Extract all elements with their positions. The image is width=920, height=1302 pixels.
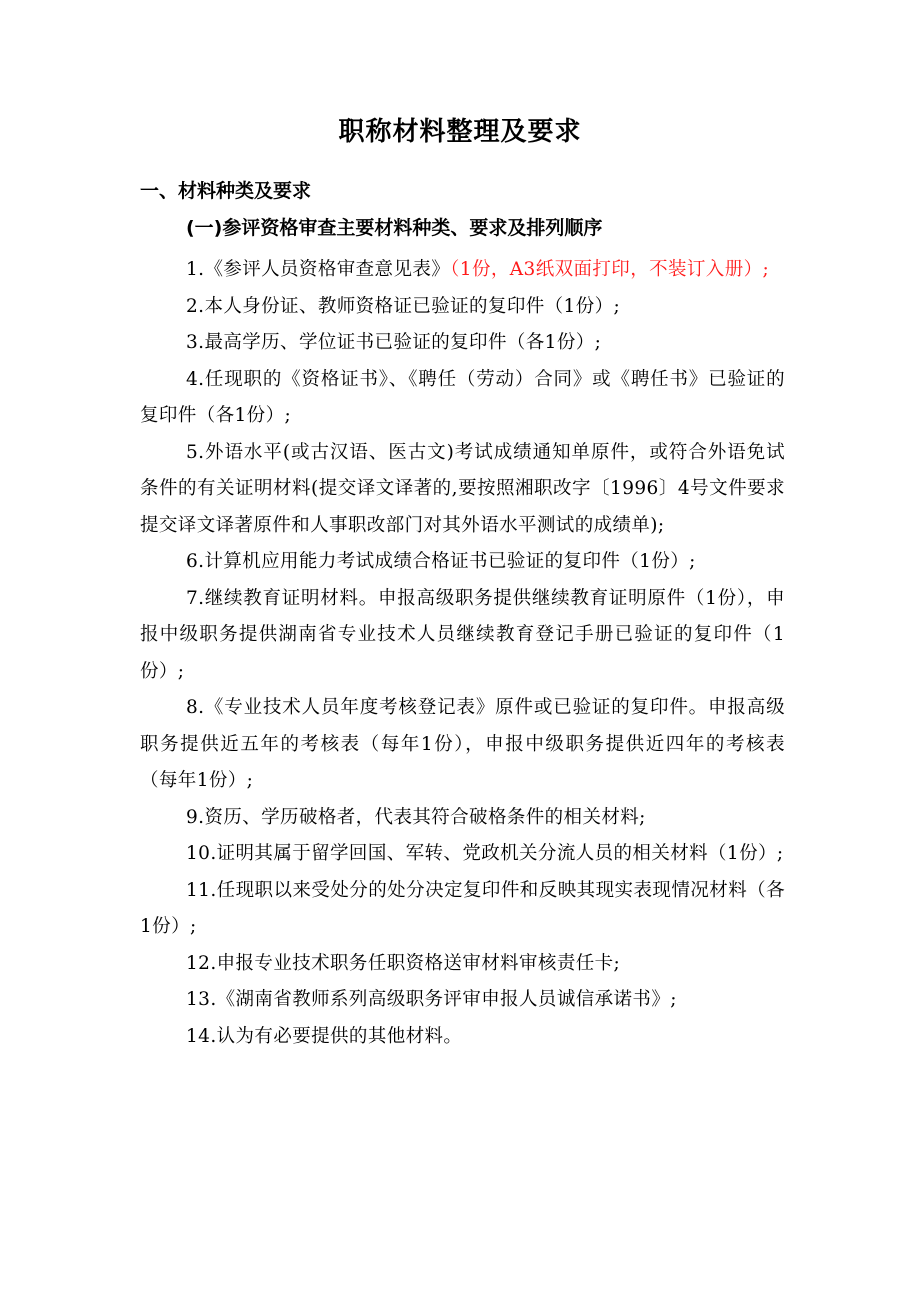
- list-item: [140, 690, 785, 800]
- list-item: [140, 362, 785, 435]
- item-text: 4.任现职的《资格证书》、《聘任（劳动）合同》或《聘任书》已验证的复印件（各1份）;: [140, 368, 785, 426]
- item-text: 14.认为有必要提供的其他材料。: [186, 1025, 463, 1047]
- sub-heading: (一)参评资格审查主要材料种类、要求及排列顺序: [186, 217, 603, 239]
- item-text: 2.本人身份证、教师资格证已验证的复印件（1份）;: [186, 295, 621, 317]
- item-text: 5.外语水平(或古汉语、医古文)考试成绩通知单原件，或符合外语免试条件的有关证明材料(提交译文译著的,要按照湘职改字〔1996〕4号文件要求提交译文译著原件和人事职改部门对其外语水平测试的成绩单);: [140, 441, 785, 536]
- list-item: [140, 435, 785, 545]
- item-text: 13.《湖南省教师系列高级职务评审申报人员诚信承诺书》;: [186, 989, 677, 1010]
- materials-list: [140, 252, 785, 1055]
- item-text: 6.计算机应用能力考试成绩合格证书已验证的复印件（1份）;: [186, 551, 696, 572]
- item-text: 11.任现职以来受处分的处分决定复印件和反映其现实表现情况材料（各1份）;: [140, 879, 785, 937]
- section-heading: 一、材料种类及要求: [140, 180, 312, 202]
- list-item: [140, 946, 785, 983]
- item-text: 9.资历、学历破格者，代表其符合破格条件的相关材料;: [186, 806, 646, 828]
- item-text: 8.《专业技术人员年度考核登记表》原件或已验证的复印件。申报高级职务提供近五年的考核表（每年1份），申报中级职务提供近四年的考核表（每年1份）;: [140, 697, 785, 791]
- item-text: 10.证明其属于留学回国、军转、党政机关分流人员的相关材料（1份）;: [186, 843, 784, 864]
- item-note-highlight: （1份，A3纸双面打印，不装订入册）;: [450, 259, 770, 280]
- list-item: [140, 325, 785, 362]
- list-item: [140, 982, 785, 1019]
- item-text: 1.《参评人员资格审查意见表》: [186, 259, 451, 280]
- page-title: 职称材料整理及要求: [338, 117, 582, 147]
- item-text: 7.继续教育证明材料。申报高级职务提供继续教育证明原件（1份），申报中级职务提供湖南省专业技术人员继续教育登记手册已验证的复印件（1份）;: [140, 587, 785, 682]
- list-item: [140, 544, 785, 581]
- list-item: [140, 836, 785, 873]
- list-item: [140, 873, 785, 946]
- item-text: 12.申报专业技术职务任职资格送审材料审核责任卡;: [186, 952, 621, 974]
- list-item: [140, 252, 785, 289]
- item-text: 3.最高学历、学位证书已验证的复印件（各1份）;: [186, 332, 602, 353]
- list-item: [140, 800, 785, 837]
- list-item: [140, 1019, 785, 1056]
- list-item: [140, 581, 785, 691]
- list-item: [140, 289, 785, 326]
